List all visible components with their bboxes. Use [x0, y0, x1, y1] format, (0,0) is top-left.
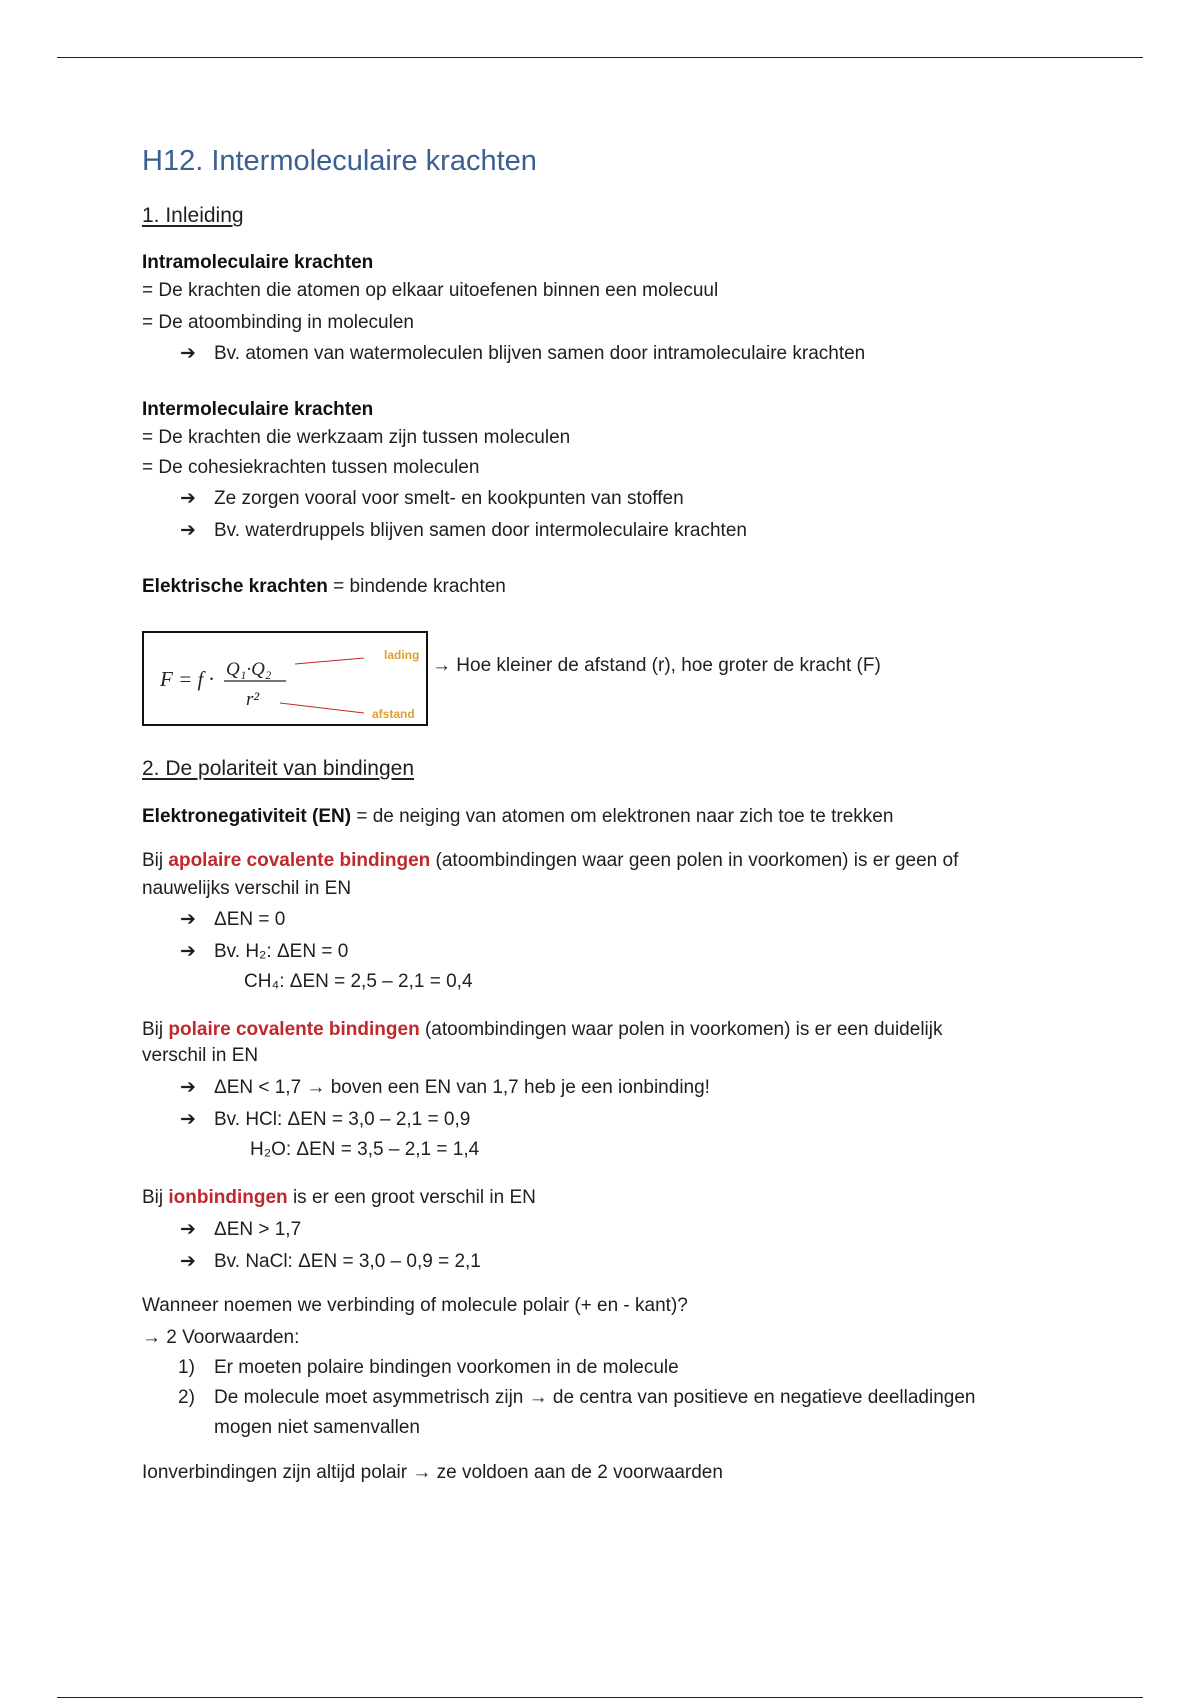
inter-bullet-2: ➔ Bv. waterdruppels blijven samen door intermoleculaire krachten — [180, 520, 747, 541]
intra-definition-1: = De krachten die atomen op elkaar uitoefenen binnen een molecuul — [142, 280, 719, 301]
apolar-example-ch4: CH₄: ΔEN = 2,5 – 2,1 = 0,4 — [244, 971, 473, 992]
ionic-bullet-1: ➔ ΔEN > 1,7 — [180, 1219, 302, 1240]
formula-note: → Hoe kleiner de afstand (r), hoe groter de kracht (F) — [432, 655, 881, 676]
intra-definition-2: = De atoombinding in moleculen — [142, 312, 414, 333]
apolar-line-2: nauwelijks verschil in EN — [142, 878, 352, 899]
electric-forces-line: Elektrische krachten = bindende krachten — [142, 576, 506, 597]
conclusion: Ionverbindingen zijn altijd polair → ze voldoen aan de 2 voorwaarden — [142, 1462, 723, 1483]
polar-line-1: Bij polaire covalente bindingen (atoombindingen waar polen in voorkomen) is er een duidelijk — [142, 1019, 943, 1040]
apolar-line-1: Bij apolaire covalente bindingen (atoombindingen waar geen polen in voorkomen) is er geen of — [142, 850, 959, 871]
condition-2: 2) De molecule moet asymmetrisch zijn → de centra van positieve en negatieve deelladingen — [178, 1387, 976, 1408]
top-rule — [57, 57, 1143, 58]
arrow-icon: ➔ — [180, 1109, 196, 1130]
formula-denominator: r² — [246, 689, 260, 710]
arrow-icon: ➔ — [180, 520, 196, 541]
section-heading-inleiding: 1. Inleiding — [142, 204, 244, 227]
label-charge: lading — [384, 648, 420, 662]
inter-bullet-1: ➔ Ze zorgen vooral voor smelt- en kookpunten van stoffen — [180, 488, 684, 509]
apolar-bullet-2: ➔ Bv. H₂: ΔEN = 0 — [180, 941, 349, 962]
coulomb-formula-box — [142, 631, 428, 726]
arrow-icon: ➔ — [180, 1251, 196, 1272]
apolar-bullet-1: ➔ ΔEN = 0 — [180, 909, 286, 930]
condition-2-continued: mogen niet samenvallen — [214, 1417, 420, 1438]
ionic-bullet-2: ➔ Bv. NaCl: ΔEN = 3,0 – 0,9 = 2,1 — [180, 1251, 481, 1272]
label-distance: afstand — [372, 707, 415, 721]
en-definition: Elektronegativiteit (EN) = de neiging van atomen om elektronen naar zich toe te trekken — [142, 806, 894, 827]
condition-1: 1) Er moeten polaire bindingen voorkomen in de molecule — [178, 1357, 679, 1378]
coulomb-formula — [144, 633, 430, 728]
page-title: H12. Intermoleculaire krachten — [142, 145, 537, 177]
arrow-icon: ➔ — [180, 909, 196, 930]
formula-lhs: F = f · — [160, 667, 214, 691]
intra-heading: Intramoleculaire krachten — [142, 252, 374, 273]
inter-heading: Intermoleculaire krachten — [142, 399, 374, 420]
distance-pointer-line — [280, 703, 364, 713]
intra-bullet: ➔ Bv. atomen van watermoleculen blijven samen door intramoleculaire krachten — [180, 343, 866, 364]
conditions-intro: → 2 Voorwaarden: — [142, 1327, 300, 1348]
inter-definition-2: = De cohesiekrachten tussen moleculen — [142, 457, 480, 478]
polar-example-h2o: H₂O: ΔEN = 3,5 – 2,1 = 1,4 — [250, 1139, 480, 1160]
section-heading-polariteit: 2. De polariteit van bindingen — [142, 757, 415, 780]
polar-line-2: verschil in EN — [142, 1045, 259, 1066]
formula-numerator: Q₁·Q₂ — [226, 659, 272, 680]
inter-definition-1: = De krachten die werkzaam zijn tussen moleculen — [142, 427, 571, 448]
arrow-icon: ➔ — [180, 941, 196, 962]
charge-pointer-line — [295, 658, 364, 664]
ionic-line: Bij ionbindingen is er een groot verschil in EN — [142, 1187, 536, 1208]
polar-question: Wanneer noemen we verbinding of molecule polair (+ en - kant)? — [142, 1295, 688, 1316]
polar-bullet-1: ➔ ΔEN < 1,7 → boven een EN van 1,7 heb je een ionbinding! — [180, 1077, 710, 1098]
arrow-icon: ➔ — [180, 1077, 196, 1098]
arrow-icon: ➔ — [180, 343, 196, 364]
arrow-icon: ➔ — [180, 1219, 196, 1240]
bottom-rule — [57, 1697, 1143, 1698]
polar-bullet-2: ➔ Bv. HCl: ΔEN = 3,0 – 2,1 = 0,9 — [180, 1109, 471, 1130]
arrow-icon: ➔ — [180, 488, 196, 509]
